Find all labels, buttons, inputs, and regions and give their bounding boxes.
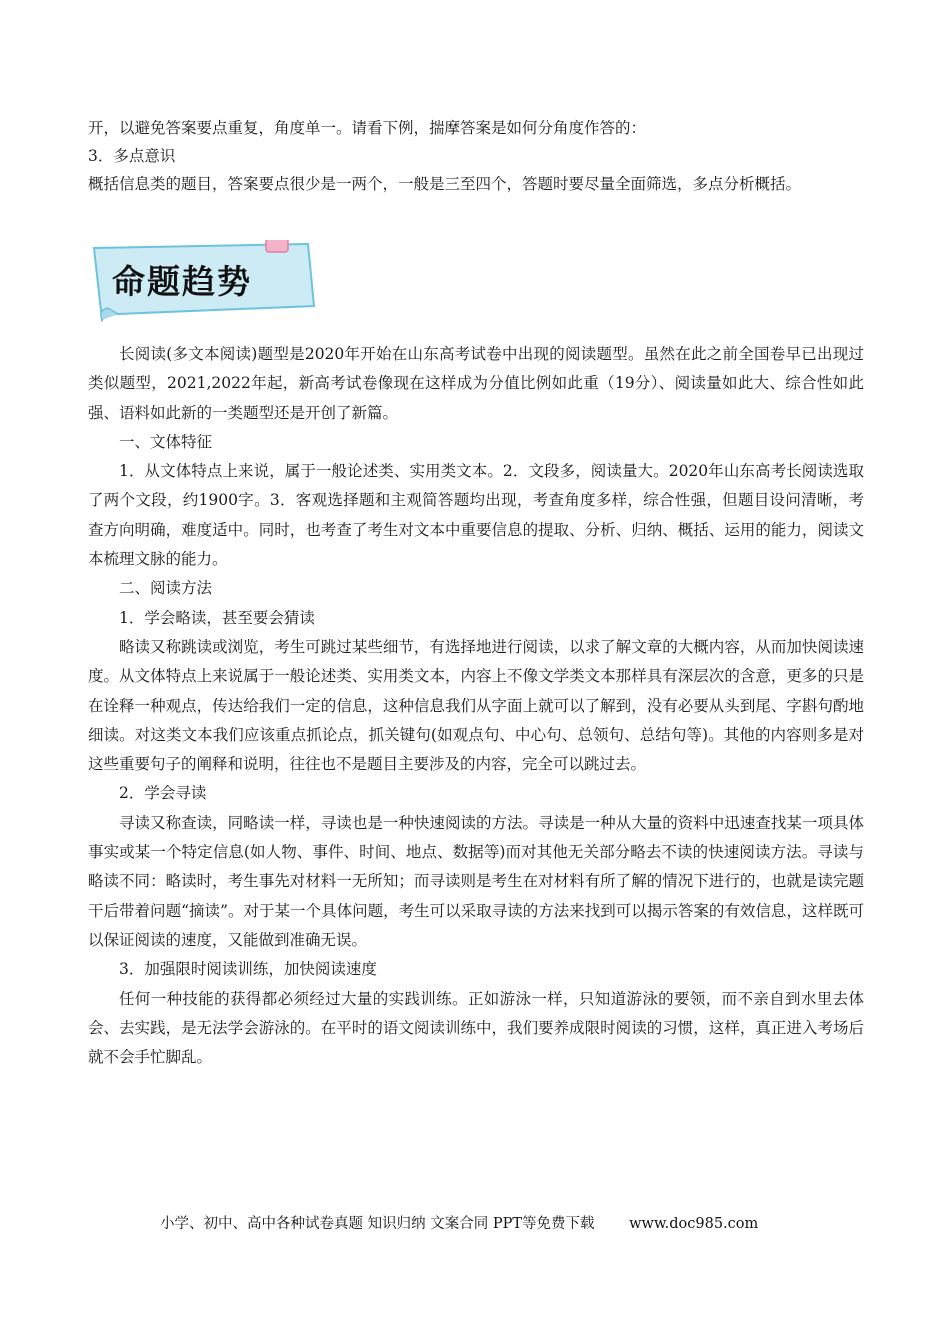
section-2-heading: 二、阅读方法 [119,579,213,598]
banner-title: 命题趋势 [112,262,252,301]
top-section [88,114,864,198]
top-line-3: 概括信息类的题目，答案要点很少是一两个，一般是三至四个，答题时要尽量全面筛选，多点分析概括。 [88,175,802,193]
item-1-heading: 1．学会略读，甚至要会猜读 [119,608,315,627]
top-line-2: 3．多点意识 [88,147,176,165]
main-body [88,340,864,1072]
footer [160,1212,800,1233]
footer-text: 小学、初中、高中各种试卷真题 知识归纳 文案合同 PPT等免费下载 [160,1216,595,1232]
section-1-paragraph: 1．从文体特点上来说，属于一般论述类、实用类文本。2．文段多，阅读量大。2020年山东高考长阅读选取了两个文段，约1900字。3．客观选择题和主观简答题均出现，考查角度多样，综合性强，但题目设问清晰，考查方向明确，难度适中。同时，也考查了考生对文本中重要信息的提取、分析、归纳、概括、运用的能力，阅读文本梳理文脉的能力。 [88,462,864,569]
item-2-heading: 2．学会寻读 [119,784,207,803]
section-1-heading: 一、文体特征 [119,432,213,451]
item-1-paragraph: 略读又称跳读或浏览，考生可跳过某些细节，有选择地进行阅读，以求了解文章的大概内容，从而加快阅读速度。从文体特点上来说属于一般论述类、实用类文本，内容上不像文学类文本那样具有深层次的含意，更多的只是在诠释一种观点，传达给我们一定的信息，这种信息我们从字面上就可以了解到，没有必要从头到尾、字斟句酌地细读。对这类文本我们应该重点抓论点，抓关键句(如观点句、中心句、总领句、总结句等)。其他的内容则多是对这些重要句子的阐释和说明，往往也不是题目主要涉及的内容，完全可以跳过去。 [88,637,864,774]
intro-paragraph: 长阅读(多文本阅读)题型是2020年开始在山东高考试卷中出现的阅读题型。虽然在此之前全国卷早已出现过类似题型，2021,2022年起，新高考试卷像现在这样成为分值比例如此重（19分）、阅读量如此大、综合性如此强、语料如此新的一类题型还是开创了新篇。 [88,345,864,422]
top-line-1: 开，以避免答案要点重复，角度单一。请看下例，揣摩答案是如何分角度作答的： [88,119,647,137]
item-3-paragraph: 任何一种技能的获得都必须经过大量的实践训练。正如游泳一样，只知道游泳的要领，而不亲自到水里去体会、去实践，是无法学会游泳的。在平时的语文阅读训练中，我们要养成限时阅读的习惯，这样，真正进入考场后就不会手忙脚乱。 [88,989,864,1067]
item-3-heading: 3．加强限时阅读训练，加快阅读速度 [119,960,377,979]
item-2-paragraph: 寻读又称查读，同略读一样，寻读也是一种快速阅读的方法。寻读是一种从大量的资料中迅速查找某一项具体事实或某一个特定信息(如人物、事件、时间、地点、数据等)而对其他无关部分略去不读的快速阅读方法。寻读与略读不同：略读时，考生事先对材料一无所知；而寻读则是考生在对材料有所了解的情况下进行的，也就是读完题干后带着问题“摘读”。对于某一个具体问题，考生可以采取寻读的方法来找到可以揭示答案的有效信息，这样既可以保证阅读的速度，又能做到准确无误。 [88,813,864,949]
footer-url[interactable]: www.doc985.com [629,1216,759,1232]
